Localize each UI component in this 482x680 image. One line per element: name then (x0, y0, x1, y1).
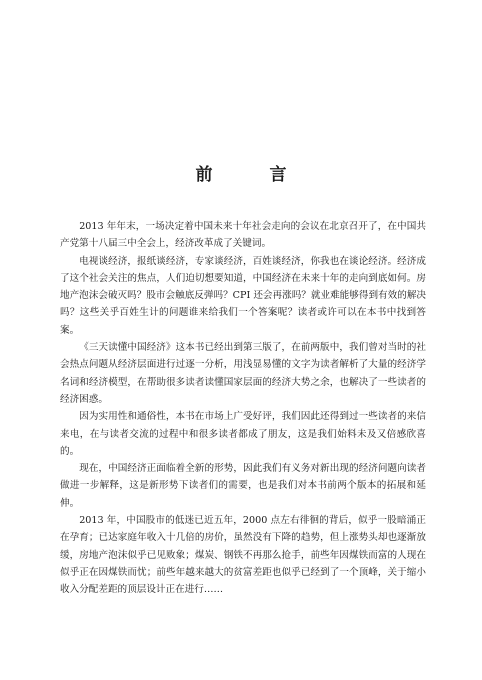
paragraph: 电视谈经济，报纸谈经济，专家谈经济，百姓谈经济，你我也在谈论经济。经济成了这个社会关注的焦点，人们迫切想要知道，中国经济在未来十年的走向到底如何。房地产泡沫会破灭吗？股市会触底反弹吗？CPI 还会再涨吗？就业难能够得到有效的解决吗？这些关乎百姓生计的问题谁来给我们一个答案呢？读者或许可以在本书中找到答案。 (60, 255, 427, 336)
body-text (60, 218, 426, 599)
paragraph: 2013 年，中国股市的低迷已近五年，2000 点左右徘徊的背后，似乎一股暗涌正在孕育；已达家庭年收入十几倍的房价，虽然没有下降的趋势，但上涨势头却也逐渐放缓，房地产泡沫似乎已见败象；煤炭、钢铁不再那么抢手，前些年因煤铁而富的人现在似乎正在因煤铁而忧；前些年越来越大的贫富差距也似乎已经到了一个顶峰，关于缩小收入分配差距的顶层设计正在进行…… (60, 515, 426, 596)
paragraph: 《三天读懂中国经济》这本书已经出到第三版了，在前两版中，我们曾对当时的社会热点问题从经济层面进行过逐一分析，用浅显易懂的文字为读者解析了大量的经济学名词和经济模型，在帮助很多读者读懂国家层面的经济大势之余，也解决了一些读者的经济困惑。 (60, 342, 426, 405)
page-title: 前 言 (195, 165, 307, 185)
paragraph: 现在，中国经济正面临着全新的形势，因此我们有义务对新出现的经济问题向读者做进一步解释，这是新形势下读者们的需要，也是我们对本书前两个版本的拓展和延伸。 (60, 463, 426, 509)
paragraph: 因为实用性和通俗性，本书在市场上广受好评，我们因此还得到过一些读者的来信来电，在与读者交流的过程中和很多读者都成了朋友，这是我们始料未及又倍感欣喜的。 (60, 411, 426, 457)
paragraph: 2013 年年末，一场决定着中国未来十年社会走向的会议在北京召开了，在中国共产党第十八届三中全会上，经济改革成了关键词。 (60, 221, 426, 250)
